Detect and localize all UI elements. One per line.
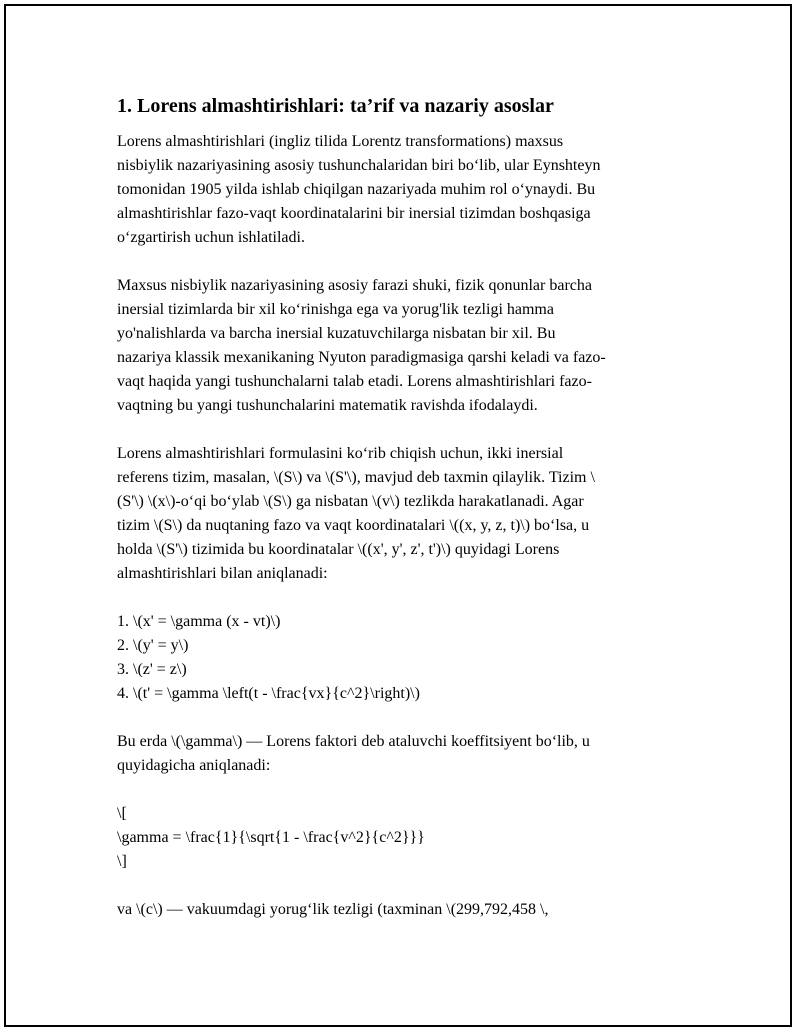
paragraph-gamma bbox=[117, 730, 687, 778]
text-line: (S'\) \(x\)-o‘qi bo‘ylab \(S\) ga nisbatan \(v\) tezlikda harakatlanadi. Agar bbox=[117, 493, 584, 510]
text-line: vaqtning bu yangi tushunchalarini matematik ravishda ifodalaydi. bbox=[117, 397, 538, 414]
text-line: Maxsus nisbiylik nazariyasining asosiy farazi shuki, fizik qonunlar barcha bbox=[117, 277, 592, 294]
formula-item: 4. \(t' = \gamma \left(t - \frac{vx}{c^2}\right)\) bbox=[117, 685, 420, 702]
text-line: yo'nalishlarda va barcha inersial kuzatuvchilarga nisbatan bir xil. Bu bbox=[117, 325, 556, 342]
text-line: holda \(S'\) tizimida bu koordinatalar \((x', y', z', t')\) quyidagi Lorens bbox=[117, 541, 560, 558]
text-line: Lorens almashtirishlari formulasini ko‘rib chiqish uchun, ikki inersial bbox=[117, 445, 564, 462]
text-line: va \(c\) — vakuumdagi yorug‘lik tezligi (taxminan \(299,792,458 \, bbox=[117, 901, 549, 918]
equation-line: \] bbox=[117, 853, 127, 870]
text-line: Bu erda \(\gamma\) — Lorens faktori deb ataluvchi koeffitsiyent bo‘lib, u bbox=[117, 733, 590, 750]
text-line: almashtirishlar fazo-vaqt koordinatalarini bir inersial tizimdan boshqasiga bbox=[117, 205, 591, 222]
paragraph-speed-of-light bbox=[117, 898, 687, 922]
text-line: nazariya klassik mexanikaning Nyuton paradigmasiga qarshi keladi va fazo- bbox=[117, 349, 606, 366]
text-line: almashtirishlari bilan aniqlanadi: bbox=[117, 565, 328, 582]
text-line: inersial tizimlarda bir xil ko‘rinishga ega va yorug'lik tezligi hamma bbox=[117, 301, 554, 318]
paragraph-postulate bbox=[117, 274, 687, 418]
text-line: tizim \(S\) da nuqtaning fazo va vaqt koordinatalari \((x, y, z, t)\) bo‘lsa, u bbox=[117, 517, 590, 534]
text-line: Lorens almashtirishlari (ingliz tilida Lorentz transformations) maxsus bbox=[117, 133, 564, 150]
paragraph-definition bbox=[117, 130, 687, 250]
document-body bbox=[117, 92, 687, 946]
formula-list bbox=[117, 610, 687, 706]
section-heading: 1. Lorens almashtirishlari: ta’rif va nazariy asoslar bbox=[117, 95, 554, 117]
formula-item: 3. \(z' = z\) bbox=[117, 661, 187, 678]
equation-line: \[ bbox=[117, 805, 127, 822]
text-line: nisbiylik nazariyasining asosiy tushunchalaridan biri bo‘lib, ular Eynshteyn bbox=[117, 157, 601, 174]
display-equation bbox=[117, 802, 687, 874]
paragraph-frames bbox=[117, 442, 687, 586]
equation-line: \gamma = \frac{1}{\sqrt{1 - \frac{v^2}{c^2}}} bbox=[117, 829, 425, 846]
formula-item: 1. \(x' = \gamma (x - vt)\) bbox=[117, 613, 281, 630]
text-line: referens tizim, masalan, \(S\) va \(S'\), mavjud deb taxmin qilaylik. Tizim \ bbox=[117, 469, 595, 486]
text-line: tomonidan 1905 yilda ishlab chiqilgan nazariyada muhim rol o‘ynaydi. Bu bbox=[117, 181, 596, 198]
text-line: vaqt haqida yangi tushunchalarni talab etadi. Lorens almashtirishlari fazo- bbox=[117, 373, 592, 390]
formula-item: 2. \(y' = y\) bbox=[117, 637, 189, 654]
text-line: o‘zgartirish uchun ishlatiladi. bbox=[117, 229, 305, 246]
text-line: quyidagicha aniqlanadi: bbox=[117, 757, 271, 774]
